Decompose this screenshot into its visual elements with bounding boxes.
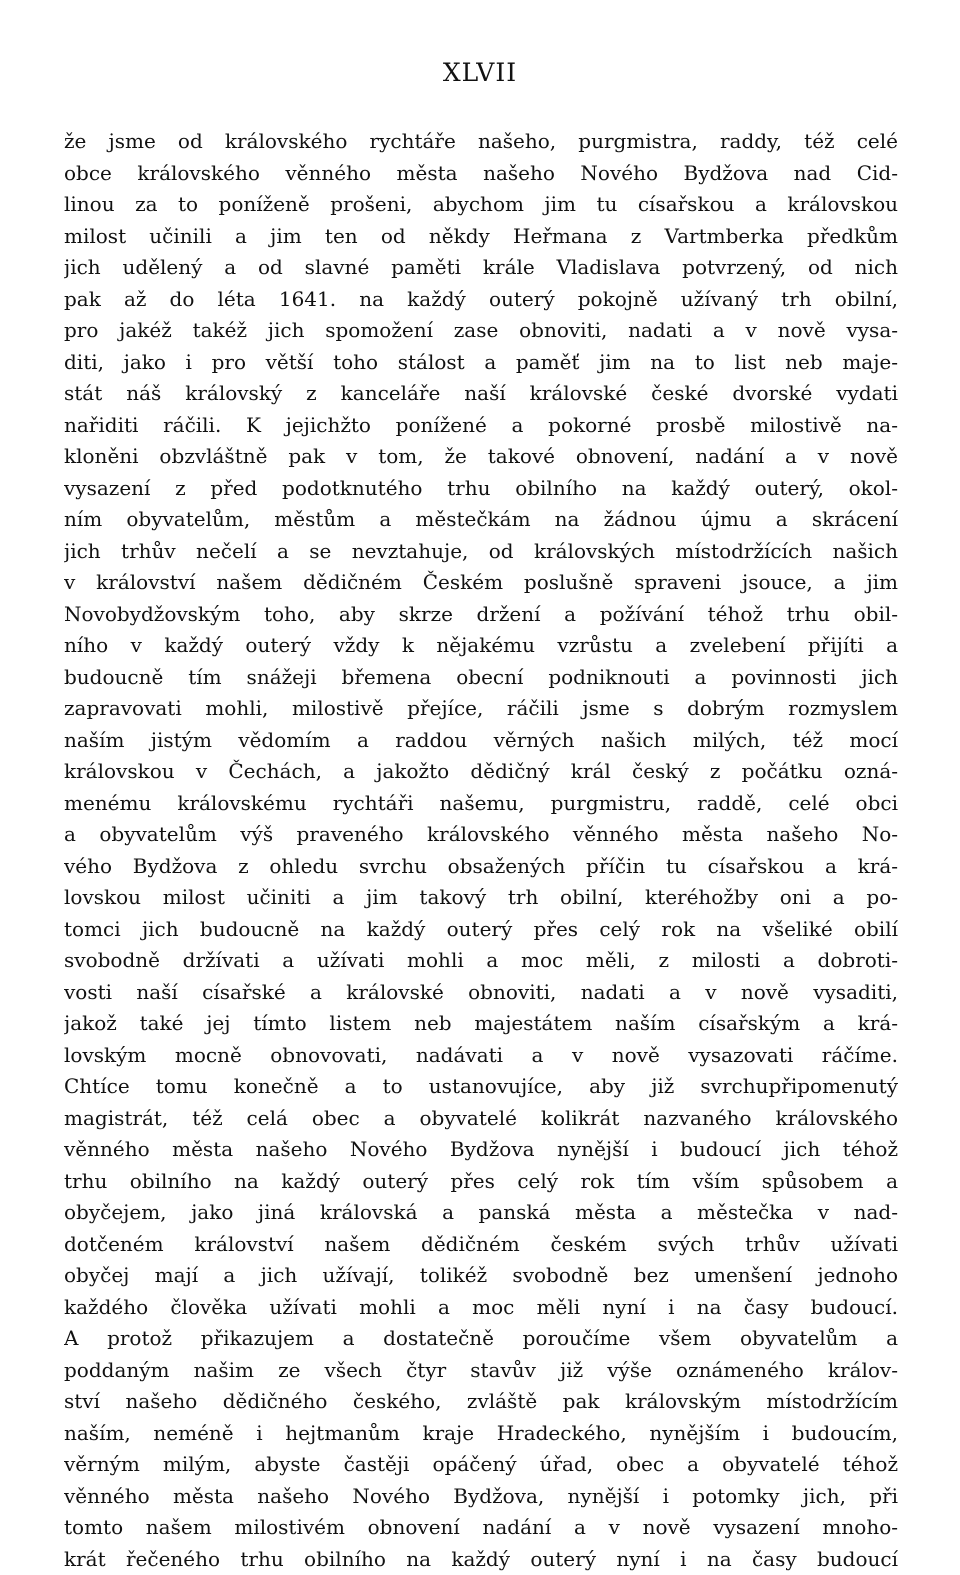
text-line: trhu obilního na každý outerý přes celý rok tím vším spůsobem a <box>64 1166 898 1198</box>
text-line: pak až do léta 1641. na každý outerý pokojně užívaný trh obilní, <box>64 284 898 316</box>
text-line: Novobydžovským toho, aby skrze držení a požívání téhož trhu obil- <box>64 599 898 631</box>
text-line: krát řečeného trhu obilního na každý outerý nyní i na časy budoucí <box>64 1544 898 1575</box>
page-number: XLVII <box>0 58 960 87</box>
text-line: ním obyvatelům, městům a městečkám na žádnou újmu a skrácení <box>64 504 898 536</box>
text-line: linou za to poníženě prošeni, abychom jim tu císařskou a královskou <box>64 189 898 221</box>
text-line: vysazení z před podotknutého trhu obilního na každý outerý, okol- <box>64 473 898 505</box>
text-line: naším, neméně i hejtmanům kraje Hradeckého, nynějším i budoucím, <box>64 1418 898 1450</box>
text-line: dotčeném království našem dědičném českém svých trhův užívati <box>64 1229 898 1261</box>
text-line: naším jistým vědomím a raddou věrných našich milých, též mocí <box>64 725 898 757</box>
text-line: vosti naší císařské a královské obnoviti, nadati a v nově vysaditi, <box>64 977 898 1009</box>
text-line: magistrát, též celá obec a obyvatelé kolikrát nazvaného královského <box>64 1103 898 1135</box>
text-line: menému královskému rychtáři našemu, purgmistru, raddě, celé obci <box>64 788 898 820</box>
text-line: tomci jich budoucně na každý outerý přes celý rok na všeliké obilí <box>64 914 898 946</box>
text-line: a obyvatelům výš praveného královského věnného města našeho No- <box>64 819 898 851</box>
text-line: poddaným našim ze všech čtyr stavův již výše oznámeného králov- <box>64 1355 898 1387</box>
text-line: každého člověka užívati mohli a moc měli nyní i na časy budoucí. <box>64 1292 898 1324</box>
text-line: věnného města našeho Nového Bydžova, nynější i potomky jich, při <box>64 1481 898 1513</box>
text-line: pro jakéž takéž jich spomožení zase obnoviti, nadati a v nově vysa- <box>64 315 898 347</box>
text-line: tomto našem milostivém obnovení nadání a v nově vysazení mnoho- <box>64 1512 898 1544</box>
text-line: vého Bydžova z ohledu svrchu obsažených příčin tu císařskou a krá- <box>64 851 898 883</box>
text-line: obyčejem, jako jiná královská a panská města a městečka v nad- <box>64 1197 898 1229</box>
text-line: věrným milým, abyste častěji opáčený úřad, obec a obyvatelé téhož <box>64 1449 898 1481</box>
text-line: ního v každý outerý vždy k nějakému vzrůstu a zvelebení přijíti a <box>64 630 898 662</box>
text-line: věnného města našeho Nového Bydžova nynější i budoucí jich téhož <box>64 1134 898 1166</box>
text-line: milost učinili a jim ten od někdy Heřmana z Vartmberka předkům <box>64 221 898 253</box>
text-line: lovským mocně obnovovati, nadávati a v nově vysazovati ráčíme. <box>64 1040 898 1072</box>
text-line: ství našeho dědičného českého, zvláště pak královským místodržícím <box>64 1386 898 1418</box>
text-line: královskou v Čechách, a jakožto dědičný král český z počátku ozná- <box>64 756 898 788</box>
text-line: diti, jako i pro větší toho stálost a paměť jim na to list neb maje- <box>64 347 898 379</box>
text-line: svobodně držívati a užívati mohli a moc měli, z milosti a dobroti- <box>64 945 898 977</box>
body-text <box>64 126 898 1575</box>
text-line: jakož také jej tímto listem neb majestátem naším císařským a krá- <box>64 1008 898 1040</box>
text-line: že jsme od královského rychtáře našeho, purgmistra, raddy, též celé <box>64 126 898 158</box>
text-line: obyčej mají a jich užívají, tolikéž svobodně bez umenšení jednoho <box>64 1260 898 1292</box>
text-line: budoucně tím snážeji břemena obecní podniknouti a povinnosti jich <box>64 662 898 694</box>
text-line: stát náš královský z kanceláře naší královské české dvorské vydati <box>64 378 898 410</box>
text-line: kloněni obzvláštně pak v tom, že takové obnovení, nadání a v nově <box>64 441 898 473</box>
text-line: Chtíce tomu konečně a to ustanovujíce, aby již svrchupřipomenutý <box>64 1071 898 1103</box>
text-line: jich trhův nečelí a se nevztahuje, od královských místodržících našich <box>64 536 898 568</box>
text-line: zapravovati mohli, milostivě přejíce, ráčili jsme s dobrým rozmyslem <box>64 693 898 725</box>
text-line: lovskou milost učiniti a jim takový trh obilní, kteréhožby oni a po- <box>64 882 898 914</box>
text-line: obce královského věnného města našeho Nového Bydžova nad Cid- <box>64 158 898 190</box>
text-line: nařiditi ráčili. K jejichžto ponížené a pokorné prosbě milostivě na- <box>64 410 898 442</box>
text-line: v království našem dědičném Českém poslušně spraveni jsouce, a jim <box>64 567 898 599</box>
text-line: A protož přikazujem a dostatečně poroučíme všem obyvatelům a <box>64 1323 898 1355</box>
text-line: jich udělený a od slavné paměti krále Vladislava potvrzený, od nich <box>64 252 898 284</box>
